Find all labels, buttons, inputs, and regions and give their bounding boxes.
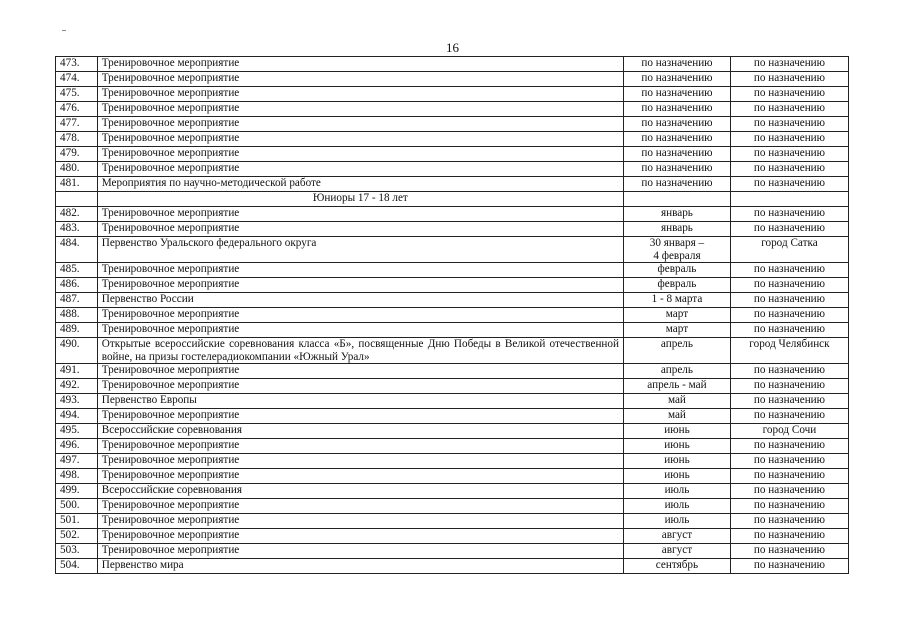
event-place: по назначению — [730, 87, 848, 102]
row-number: 483. — [56, 222, 98, 237]
table-row — [56, 394, 849, 409]
event-name: Тренировочное мероприятие — [97, 102, 623, 117]
event-date-line: июль — [664, 499, 690, 512]
event-name: Первенство Европы — [97, 394, 623, 409]
table-row — [56, 544, 849, 559]
event-name: Тренировочное мероприятие — [97, 544, 623, 559]
event-place: по назначению — [730, 409, 848, 424]
event-date — [624, 237, 731, 263]
event-date — [624, 514, 731, 529]
event-date-line: по назначению — [641, 147, 713, 159]
table-row — [56, 177, 849, 192]
event-date-line: март — [665, 323, 689, 336]
event-name: Тренировочное мероприятие — [97, 514, 623, 529]
event-name: Первенство России — [97, 293, 623, 308]
event-date-line: июль — [664, 514, 690, 527]
event-date-line: 1 - 8 марта — [651, 293, 703, 306]
event-date-line: май — [667, 409, 686, 422]
row-number: 476. — [56, 102, 98, 117]
event-date — [624, 499, 731, 514]
table-row — [56, 57, 849, 72]
event-date-line: июнь — [664, 424, 690, 437]
section-empty-cell — [624, 192, 731, 207]
event-place: по назначению — [730, 72, 848, 87]
table-row — [56, 222, 849, 237]
event-date — [624, 293, 731, 308]
event-name: Тренировочное мероприятие — [97, 263, 623, 278]
row-number: 498. — [56, 469, 98, 484]
events-table — [55, 56, 849, 574]
table-row — [56, 293, 849, 308]
section-title: Юниоры 17 - 18 лет — [97, 192, 623, 207]
event-date — [624, 222, 731, 237]
event-date — [624, 117, 731, 132]
table-row — [56, 424, 849, 439]
event-date — [624, 263, 731, 278]
event-name: Тренировочное мероприятие — [97, 147, 623, 162]
row-number: 500. — [56, 499, 98, 514]
event-place: по назначению — [730, 57, 848, 72]
event-date-line: март — [665, 308, 689, 321]
event-place: по назначению — [730, 364, 848, 379]
row-number: 477. — [56, 117, 98, 132]
table-row — [56, 72, 849, 87]
event-name: Тренировочное мероприятие — [97, 162, 623, 177]
row-number: 482. — [56, 207, 98, 222]
event-name: Тренировочное мероприятие — [97, 278, 623, 293]
table-row — [56, 308, 849, 323]
event-date-line: по назначению — [641, 132, 713, 144]
event-name: Тренировочное мероприятие — [97, 87, 623, 102]
event-place: по назначению — [730, 102, 848, 117]
event-date-line: сентябрь — [655, 559, 699, 572]
event-date — [624, 87, 731, 102]
event-date-line: по назначению — [641, 102, 713, 114]
event-name: Тренировочное мероприятие — [97, 499, 623, 514]
row-number: 474. — [56, 72, 98, 87]
section-row — [56, 192, 849, 207]
event-date-line: май — [667, 394, 686, 407]
event-place: по назначению — [730, 222, 848, 237]
table-row — [56, 484, 849, 499]
table-row — [56, 132, 849, 147]
row-number: 495. — [56, 424, 98, 439]
event-date — [624, 162, 731, 177]
table-row — [56, 454, 849, 469]
event-date — [624, 57, 731, 72]
event-place: по назначению — [730, 439, 848, 454]
event-name: Тренировочное мероприятие — [97, 57, 623, 72]
event-date — [624, 439, 731, 454]
event-place: город Сочи — [730, 424, 848, 439]
event-date — [624, 544, 731, 559]
row-number: 494. — [56, 409, 98, 424]
event-date-line: 30 января – — [649, 237, 705, 249]
event-date — [624, 72, 731, 87]
row-number: 473. — [56, 57, 98, 72]
row-number: 503. — [56, 544, 98, 559]
event-name: Тренировочное мероприятие — [97, 364, 623, 379]
event-place: по назначению — [730, 544, 848, 559]
events-table-body — [56, 57, 849, 574]
event-place: по назначению — [730, 147, 848, 162]
row-number: 484. — [56, 237, 98, 263]
event-date — [624, 102, 731, 117]
event-place: по назначению — [730, 394, 848, 409]
event-date — [624, 484, 731, 499]
event-place: по назначению — [730, 499, 848, 514]
event-date-line: апрель — [660, 364, 693, 377]
row-number: 502. — [56, 529, 98, 544]
section-empty-cell — [56, 192, 98, 207]
event-date — [624, 424, 731, 439]
event-date-line: февраль — [657, 278, 697, 291]
event-place: по назначению — [730, 263, 848, 278]
scan-speck — [62, 30, 66, 31]
table-row — [56, 117, 849, 132]
event-place: город Челябинск — [730, 338, 848, 364]
event-date-line: февраль — [657, 263, 697, 276]
event-place: по назначению — [730, 132, 848, 147]
event-date-line: июнь — [664, 454, 690, 467]
event-place: по назначению — [730, 308, 848, 323]
event-place: по назначению — [730, 469, 848, 484]
table-row — [56, 364, 849, 379]
event-name: Первенство Уральского федерального округа — [97, 237, 623, 263]
event-date — [624, 308, 731, 323]
event-date-line: 4 февраля — [653, 249, 701, 262]
table-row — [56, 529, 849, 544]
event-date-line: июль — [664, 484, 690, 497]
row-number: 497. — [56, 454, 98, 469]
event-date-line: август — [661, 544, 693, 557]
row-number: 490. — [56, 338, 98, 364]
event-date — [624, 132, 731, 147]
event-place: по назначению — [730, 559, 848, 574]
row-number: 499. — [56, 484, 98, 499]
row-number: 487. — [56, 293, 98, 308]
table-row — [56, 87, 849, 102]
event-place: по назначению — [730, 529, 848, 544]
event-date — [624, 177, 731, 192]
event-date-line: по назначению — [641, 177, 713, 189]
event-date-line: по назначению — [641, 57, 713, 69]
event-name: Тренировочное мероприятие — [97, 323, 623, 338]
row-number: 491. — [56, 364, 98, 379]
event-date — [624, 409, 731, 424]
table-row — [56, 323, 849, 338]
event-date — [624, 559, 731, 574]
event-date — [624, 469, 731, 484]
table-row — [56, 559, 849, 574]
table-row — [56, 439, 849, 454]
event-place: по назначению — [730, 162, 848, 177]
event-place: по назначению — [730, 278, 848, 293]
table-row — [56, 338, 849, 364]
event-place: по назначению — [730, 454, 848, 469]
table-row — [56, 162, 849, 177]
event-name: Тренировочное мероприятие — [97, 222, 623, 237]
row-number: 501. — [56, 514, 98, 529]
row-number: 486. — [56, 278, 98, 293]
row-number: 492. — [56, 379, 98, 394]
event-date-line: апрель - май — [647, 379, 707, 392]
event-date-line: июнь — [664, 439, 690, 452]
event-date — [624, 338, 731, 364]
event-name: Тренировочное мероприятие — [97, 379, 623, 394]
event-place: по назначению — [730, 484, 848, 499]
page-number: 16 — [446, 40, 459, 55]
table-row — [56, 147, 849, 162]
event-date-line: январь — [660, 222, 693, 234]
event-place: по назначению — [730, 177, 848, 192]
event-place: по назначению — [730, 323, 848, 338]
table-row — [56, 469, 849, 484]
event-date — [624, 323, 731, 338]
event-name: Всероссийские соревнования — [97, 424, 623, 439]
event-name: Тренировочное мероприятие — [97, 409, 623, 424]
event-name: Тренировочное мероприятие — [97, 469, 623, 484]
event-place: по назначению — [730, 117, 848, 132]
table-row — [56, 379, 849, 394]
event-name: Тренировочное мероприятие — [97, 529, 623, 544]
event-name: Тренировочное мероприятие — [97, 454, 623, 469]
table-row — [56, 237, 849, 263]
event-place: по назначению — [730, 293, 848, 308]
event-name: Тренировочное мероприятие — [97, 72, 623, 87]
event-name: Тренировочное мероприятие — [97, 207, 623, 222]
event-date — [624, 394, 731, 409]
event-name: Всероссийские соревнования — [97, 484, 623, 499]
table-row — [56, 207, 849, 222]
event-date-line: апрель — [660, 338, 693, 351]
event-date — [624, 364, 731, 379]
row-number: 489. — [56, 323, 98, 338]
event-date — [624, 147, 731, 162]
row-number: 504. — [56, 559, 98, 574]
event-place: город Сатка — [730, 237, 848, 263]
table-row — [56, 263, 849, 278]
event-date — [624, 379, 731, 394]
event-place: по назначению — [730, 207, 848, 222]
table-row — [56, 102, 849, 117]
event-name: Тренировочное мероприятие — [97, 308, 623, 323]
event-date-line: январь — [660, 207, 693, 219]
row-number: 480. — [56, 162, 98, 177]
event-date-line: август — [661, 529, 693, 542]
event-name: Открытые всероссийские соревнования класса «Б», посвященные Дню Победы в Великой отечественной войне, на призы гостелерадиокомпании «Южный Урал» — [97, 338, 623, 364]
event-place: по назначению — [730, 514, 848, 529]
event-date-line: июнь — [664, 469, 690, 482]
table-row — [56, 409, 849, 424]
event-date — [624, 278, 731, 293]
event-date-line: по назначению — [641, 117, 713, 129]
event-date-line: по назначению — [641, 162, 713, 174]
event-date — [624, 529, 731, 544]
row-number: 481. — [56, 177, 98, 192]
table-row — [56, 499, 849, 514]
row-number: 478. — [56, 132, 98, 147]
event-name: Тренировочное мероприятие — [97, 439, 623, 454]
event-date — [624, 207, 731, 222]
row-number: 496. — [56, 439, 98, 454]
event-date-line: по назначению — [641, 87, 713, 99]
event-date-line: по назначению — [641, 72, 713, 84]
section-empty-cell — [730, 192, 848, 207]
event-name: Первенство мира — [97, 559, 623, 574]
row-number: 493. — [56, 394, 98, 409]
row-number: 479. — [56, 147, 98, 162]
table-row — [56, 514, 849, 529]
row-number: 488. — [56, 308, 98, 323]
event-name: Тренировочное мероприятие — [97, 117, 623, 132]
row-number: 485. — [56, 263, 98, 278]
event-place: по назначению — [730, 379, 848, 394]
event-name: Тренировочное мероприятие — [97, 132, 623, 147]
table-row — [56, 278, 849, 293]
event-name: Мероприятия по научно-методической работе — [97, 177, 623, 192]
row-number: 475. — [56, 87, 98, 102]
event-date — [624, 454, 731, 469]
